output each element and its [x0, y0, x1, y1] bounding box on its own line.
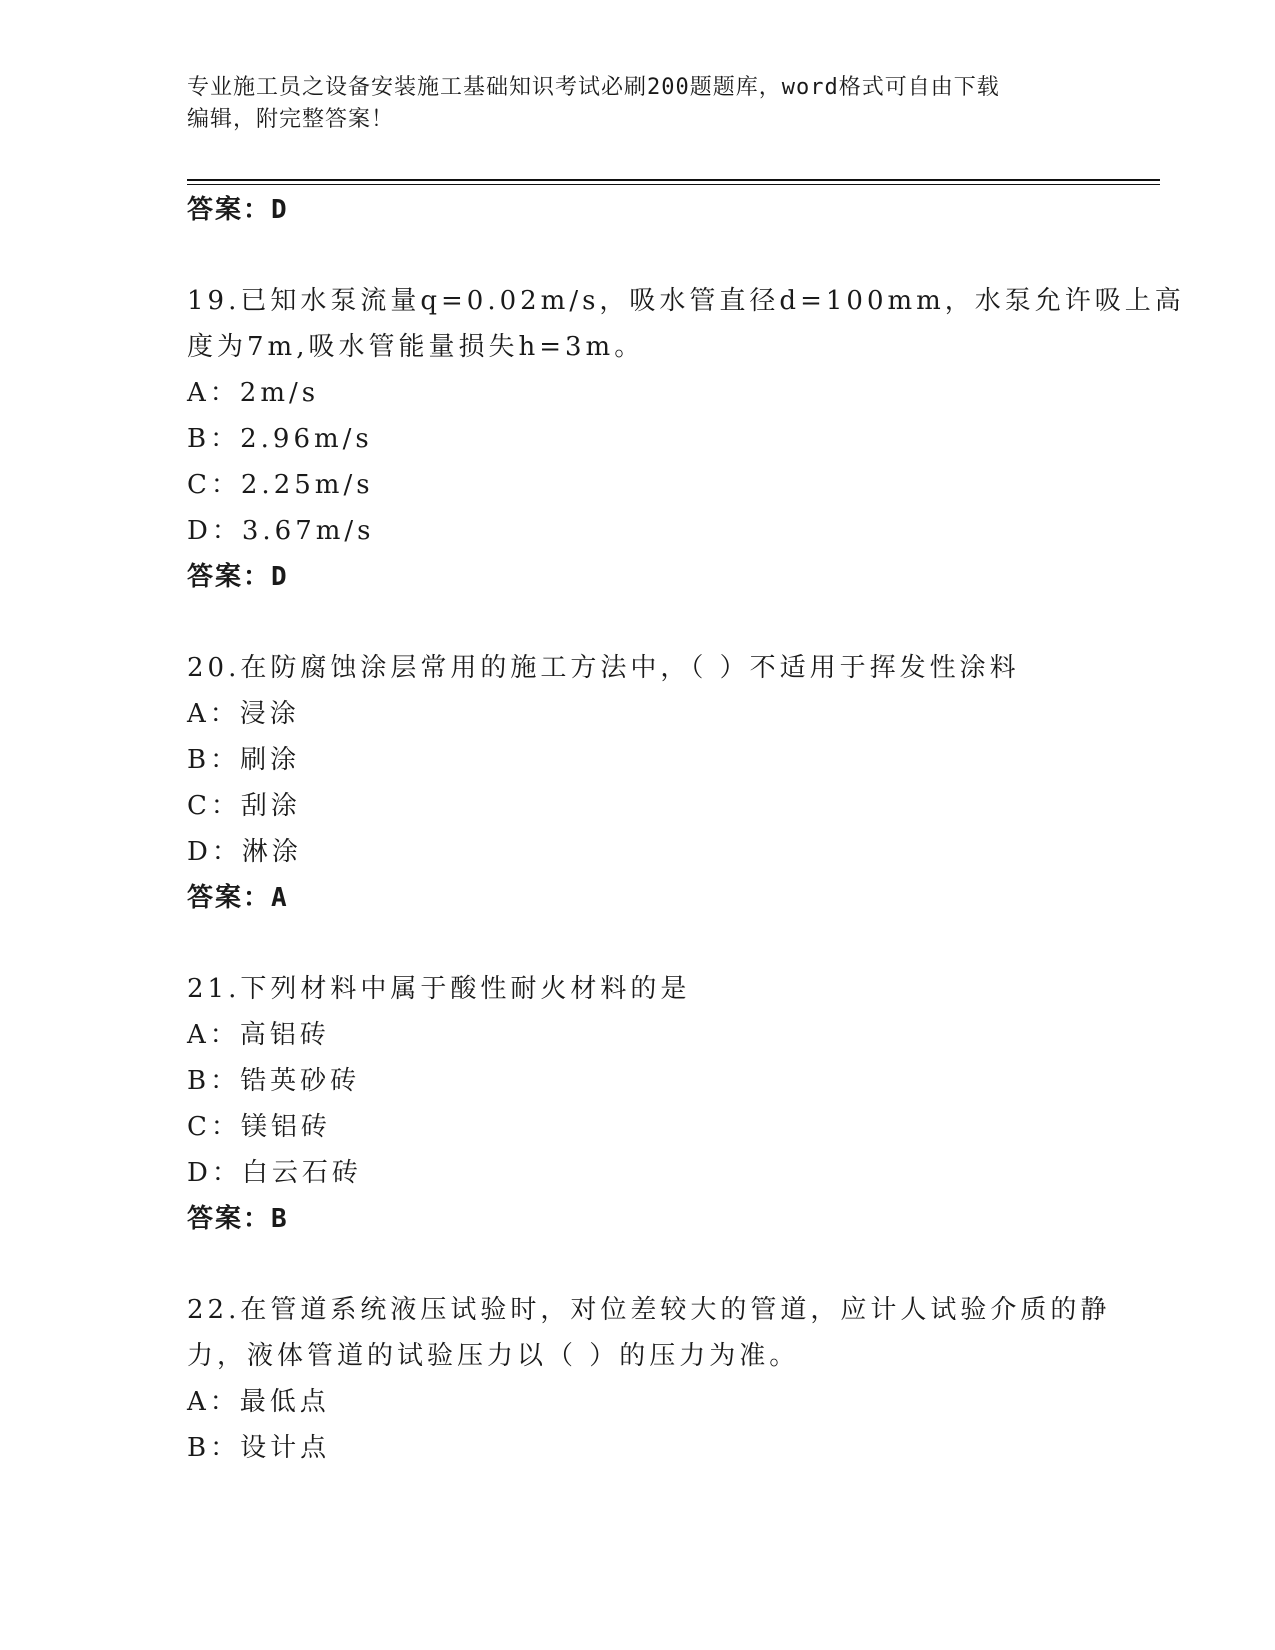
option-d: D：3.67m/s — [187, 516, 375, 546]
question-block — [187, 278, 1185, 600]
option-a: A：高铝砖 — [187, 1020, 330, 1050]
option-b: B：刷涂 — [187, 745, 301, 775]
header-line-2: 编辑，附完整答案！ — [187, 107, 395, 132]
question-block — [187, 966, 1087, 1242]
header-divider-thin — [187, 184, 1160, 185]
question-block — [187, 1287, 1111, 1471]
question-stem: 度为7m,吸水管能量损失h=3m。 — [187, 332, 645, 362]
document-body — [187, 187, 1185, 1471]
option-a: A：浸涂 — [187, 699, 300, 729]
option-b: B：设计点 — [187, 1433, 331, 1463]
option-b: B：锆英砂砖 — [187, 1066, 361, 1096]
question-block — [187, 645, 1087, 921]
question-stem: 21.下列材料中属于酸性耐火材料的是 — [187, 974, 691, 1004]
option-b: B：2.96m/s — [187, 424, 373, 454]
option-c: C：镁铝砖 — [187, 1112, 331, 1142]
option-d: D：白云石砖 — [187, 1158, 362, 1188]
header-line-1: 专业施工员之设备安装施工基础知识考试必刷200题题库，word格式可自由下载 — [187, 75, 1000, 100]
question-stem: 力，液体管道的试验压力以（ ）的压力为准。 — [187, 1341, 800, 1371]
answer-line: 答案：D — [187, 195, 289, 225]
document-header — [187, 72, 1087, 136]
option-c: C：2.25m/s — [187, 470, 374, 500]
option-a: A：最低点 — [187, 1387, 330, 1417]
answer-line: 答案：A — [187, 883, 289, 913]
answer-line: 答案：D — [187, 562, 289, 592]
answer-line: 答案：B — [187, 1204, 289, 1234]
option-a: A：2m/s — [187, 378, 320, 408]
header-divider — [187, 179, 1160, 181]
option-c: C：刮涂 — [187, 791, 301, 821]
option-d: D：淋涂 — [187, 837, 302, 867]
question-stem: 20.在防腐蚀涂层常用的施工方法中，（ ）不适用于挥发性涂料 — [187, 653, 1020, 683]
question-stem: 22.在管道系统液压试验时，对位差较大的管道，应计人试验介质的静 — [187, 1295, 1111, 1325]
question-stem: 19.已知水泵流量q=0.02m/s，吸水管直径d=100mm，水泵允许吸上高 — [187, 286, 1185, 316]
